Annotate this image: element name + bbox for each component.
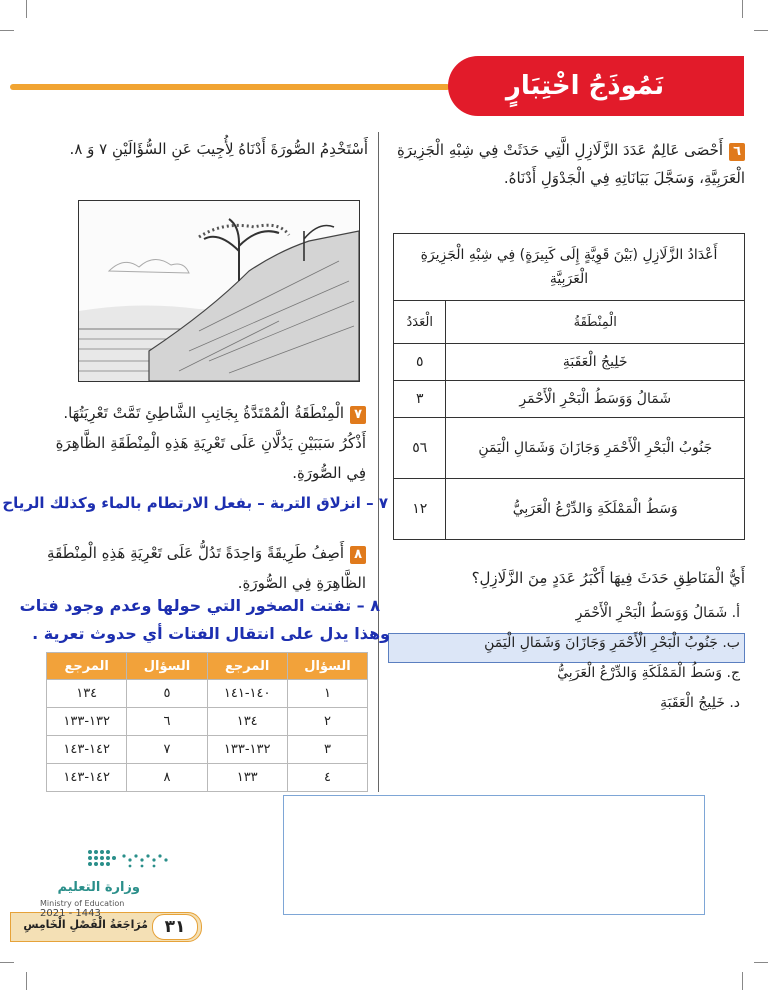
crop-mark	[26, 972, 27, 990]
table-row	[47, 680, 368, 708]
question-6	[395, 136, 745, 192]
ministry-logo-icon	[84, 846, 174, 876]
page-number: ٣١	[152, 914, 198, 940]
ministry-name-english: Ministry of Education	[40, 899, 125, 908]
edition-year: 2021 - 1443	[40, 908, 101, 919]
column-header-region: الْمِنْطَقَةُ	[446, 301, 745, 344]
table-cell: ١٤٢-١٤٣	[47, 736, 127, 764]
page-title: نَمُوذَجُ اخْتِبَارٍ	[505, 71, 665, 101]
table-cell: ٦	[127, 708, 207, 736]
table-cell: ١٣٢-١٣٣	[47, 708, 127, 736]
table-cell: ٨	[127, 764, 207, 792]
section-label: مُرَاجَعَةُ الْفَصْلِ الْخَامِسِ	[23, 918, 148, 931]
option-b[interactable]: ب. جَنُوبُ الْبَحْرِ الْأَحْمَرِ وَجَازَانَ وَشَمَالِ الْيَمَنِ	[484, 635, 740, 651]
question-which-region: أَيُّ الْمَنَاطِقِ حَدَثَ فِيهَا أَكْبَرُ عَدَدٍ مِنَ الزَّلَازِلِ؟	[471, 569, 745, 587]
table-cell: ٤	[287, 764, 367, 792]
column-header: السؤال	[287, 653, 367, 680]
table-cell: ١٣٣	[207, 764, 287, 792]
crop-mark	[742, 972, 743, 990]
count-cell: ٥٦	[394, 418, 446, 479]
table-caption: أَعْدَادُ الزَّلَازِلِ (بَيْنَ قَوِيَّةٍ إِلَى كَبِيرَةٍ) فِي شِبْهِ الْجَزِيرَةِ الْعَرَبِيَّةِ	[394, 234, 745, 301]
header-rule	[10, 84, 450, 90]
option-a[interactable]: أ. شَمَالُ وَوَسَطُ الْبَحْرِ الْأَحْمَرِ	[575, 605, 740, 621]
crop-mark	[0, 962, 14, 963]
table-cell: ١٤٠-١٤١	[207, 680, 287, 708]
table-row	[394, 381, 745, 418]
answer-8-line-2: وهذا يدل على انتقال الفتات أي حدوث تعرية .	[32, 624, 390, 643]
column-header: السؤال	[127, 653, 207, 680]
table-cell: ٢	[287, 708, 367, 736]
table-cell: ١	[287, 680, 367, 708]
question-text: الْمِنْطَقَةُ الْمُمْتَدَّةُ بِجَانِبِ الشَّاطِئِ تَمَّتْ تَعْرِيَتُهَا. أَذْكُرُ سَبَبَيْنِ يَدُلَّانِ عَلَى تَعْرِيَةِ هَذِهِ الْمِنْطَقَةِ الظَّاهِرَةِ فِي الصُّورَةِ.	[55, 404, 366, 482]
coastal-cliff-illustration	[79, 201, 359, 381]
question-text: أَصِفُ طَرِيقَةً وَاحِدَةً تَدُلُّ عَلَى تَعْرِيَةِ هَذِهِ الْمِنْطَقَةِ الظَّاهِرَةِ فِي الصُّورَةِ.	[47, 544, 366, 592]
table-cell: ١٤٢-١٤٣	[47, 764, 127, 792]
option-d[interactable]: د. خَلِيجُ الْعَقَبَةِ	[660, 695, 740, 711]
region-cell: جَنُوبُ الْبَحْرِ الْأَحْمَرِ وَجَازَانَ وَشَمَالِ الْيَمَنِ	[446, 418, 745, 479]
answer-8-line-1: ٨ – تفتت الصخور التي حولها وعدم وجود فتات	[19, 596, 380, 615]
table-row	[394, 344, 745, 381]
table-row	[47, 764, 368, 792]
column-header-count: الْعَدَدُ	[394, 301, 446, 344]
table-cell: ١٣٢-١٣٣	[207, 736, 287, 764]
region-cell: خَلِيجُ الْعَقَبَةِ	[446, 344, 745, 381]
count-cell: ٥	[394, 344, 446, 381]
answer-7	[0, 494, 768, 512]
option-c[interactable]: ج. وَسَطُ الْمَمْلَكَةِ وَالدِّرْعُ الْعَرَبِيُّ	[557, 665, 740, 681]
column-divider	[378, 132, 379, 792]
crop-mark	[754, 962, 768, 963]
table-cell: ٧	[127, 736, 207, 764]
question-8	[40, 538, 366, 598]
count-cell: ٣	[394, 381, 446, 418]
coastal-erosion-picture	[78, 200, 360, 382]
empty-answer-box	[283, 795, 705, 915]
question-7	[40, 398, 366, 488]
table-row	[47, 708, 368, 736]
question-number: ٦	[729, 143, 745, 161]
reference-table	[46, 652, 368, 792]
crop-mark	[26, 0, 27, 18]
crop-mark	[754, 30, 768, 31]
options-list	[395, 598, 740, 718]
question-number: ٧	[350, 406, 366, 424]
table-row	[394, 418, 745, 479]
table-cell: ١٣٤	[207, 708, 287, 736]
column-header: المرجع	[47, 653, 127, 680]
region-cell: شَمَالُ وَوَسَطُ الْبَحْرِ الْأَحْمَرِ	[446, 381, 745, 418]
region-cell: وَسَطُ الْمَمْلَكَةِ وَالدِّرْعُ الْعَرَبِيُّ	[446, 479, 745, 540]
table-cell: ٥	[127, 680, 207, 708]
table-row	[47, 736, 368, 764]
answer-text: ٧ – انزلاق التربة – بفعل الارتطام بالماء وكذلك الرياح	[2, 494, 388, 512]
question-number: ٨	[350, 546, 366, 564]
count-cell: ١٢	[394, 479, 446, 540]
crop-mark	[742, 0, 743, 18]
column-header: المرجع	[207, 653, 287, 680]
table-cell: ١٣٤	[47, 680, 127, 708]
crop-mark	[0, 30, 14, 31]
ministry-name-arabic: وزارة التعليم	[57, 880, 140, 895]
table-cell: ٣	[287, 736, 367, 764]
intro-text: أَسْتَخْدِمُ الصُّورَةَ أَدْنَاهُ لِأُجِيبَ عَنِ السُّؤَالَيْنِ ٧ وَ ٨.	[69, 140, 368, 158]
question-text: أَحْصَى عَالِمٌ عَدَدَ الزَّلَازِلِ الَّتِي حَدَثَتْ فِي شِبْهِ الْجَزِيرَةِ الْعَرَبِيَّةِ، وَسَجَّلَ بَيَانَاتِهِ فِي الْجَدْوَلِ أَدْنَاهُ.	[397, 141, 745, 187]
